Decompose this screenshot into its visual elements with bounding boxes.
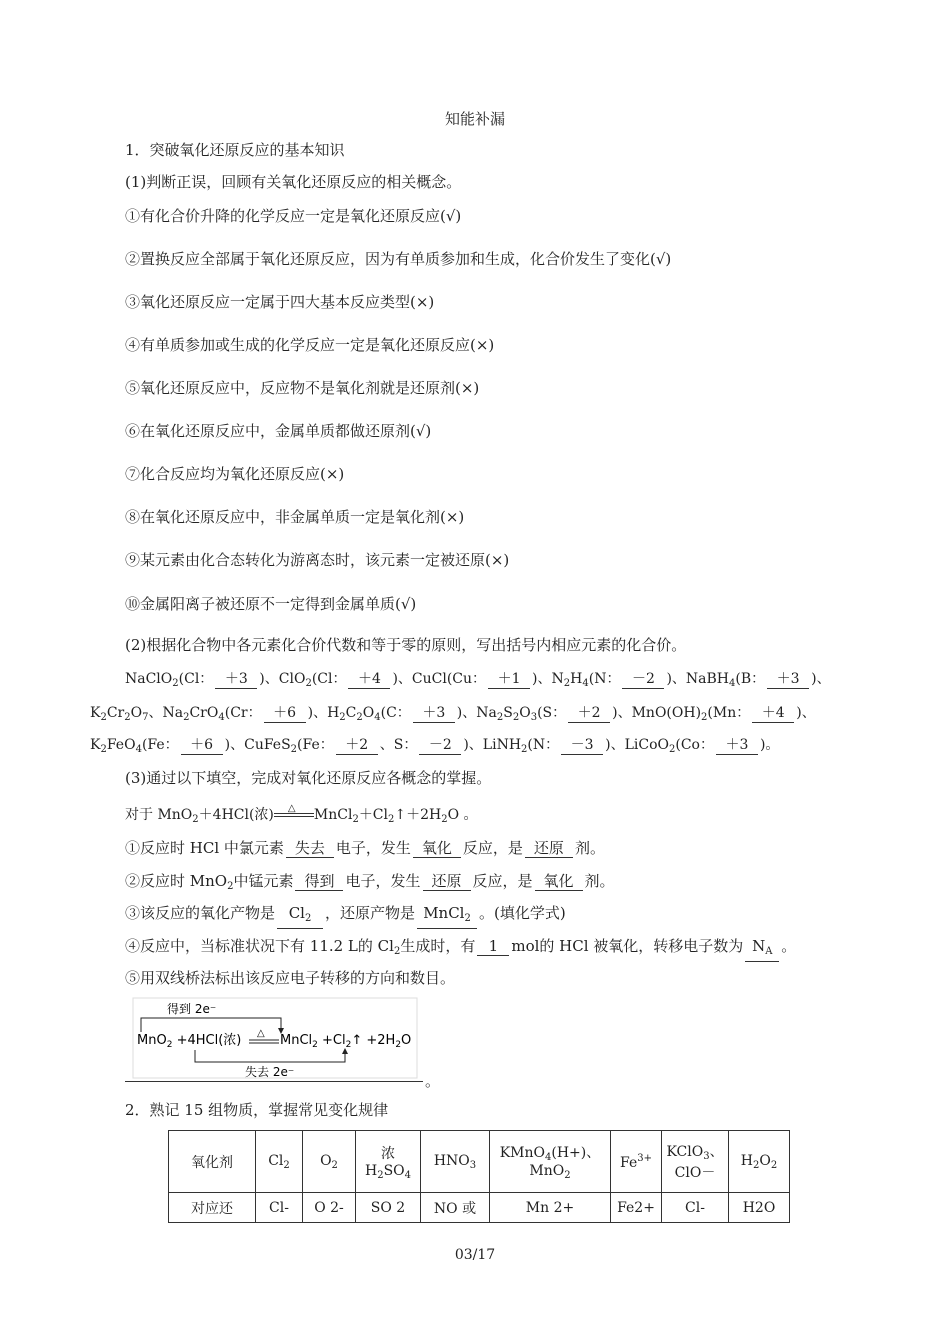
page-number: 03/17 xyxy=(454,1247,496,1263)
valence-line-1: NaClO$_2$(Cl： ＋3 )、ClO$_2$(Cl： ＋4 )、CuCl(Cu： ＋1 )、$N_2H_4(N$： －2 )、NaBH$_4$(B： ＋3 )、 xyxy=(125,671,831,689)
answer-line xyxy=(125,1081,423,1082)
valence-answer: ＋4 xyxy=(348,670,390,689)
valence-line-2: $K_2Cr_2O_7$、$Na_2CrO_4(Cr$： ＋6 )、$H_2C_2O_4(C$： ＋3 )、$Na_2S_2O_3(S$： ＋2 )、$MnO(OH)_2(Mn$： ＋4 )、 xyxy=(90,705,816,723)
judge-item: ①有化合价升降的化学反应一定是氧化还原反应(√) xyxy=(125,207,462,225)
reaction-equation: 对于 MnO$_2$＋4HCl(浓) △ $MnCl_2+Cl_2↑+2H_2O$ 。 xyxy=(125,803,478,825)
table-cell: Fe2+ xyxy=(611,1193,662,1223)
lose-electrons-label: 失去 2e⁻ xyxy=(245,1065,295,1079)
judge-item: ⑧在氧化还原反应中，非金属单质一定是氧化剂(×) xyxy=(125,508,465,526)
valence-answer: ＋1 xyxy=(488,670,530,689)
question-5: ⑤用双线桥法标出该反应电子转移的方向和数目。 xyxy=(125,969,456,987)
sub3-heading: (3)通过以下填空，完成对氧化还原反应各概念的掌握。 xyxy=(125,769,492,787)
judge-item: ②置换反应全部属于氧化还原反应，因为有单质参加和生成，化合价发生了变化(√) xyxy=(125,250,672,268)
valence-answer: ＋3 xyxy=(413,704,455,723)
valence-answer: ＋4 xyxy=(752,704,794,723)
valence-answer: ＋3 xyxy=(716,736,758,755)
row-label: 氧化剂 xyxy=(169,1131,256,1193)
valence-answer: －3 xyxy=(561,736,603,755)
judge-item: ③氧化还原反应一定属于四大基本反应类型(×) xyxy=(125,293,435,311)
judge-item: ④有单质参加或生成的化学反应一定是氧化还原反应(×) xyxy=(125,336,495,354)
oxidant-table: 氧化剂 $Cl_2$ $O_2$ 浓 $H_2SO_4$ $HNO_3$ KMnO$_4$(H+)、 MnO$_2$ $Fe^{3+}$ KClO$_3$、 ClO－ $H_2O_2$ 对应还 Cl- O 2- SO 2 NO 或 Mn 2+ Fe2+ Cl- H2O xyxy=(168,1130,790,1223)
valence-answer: ＋2 xyxy=(568,704,610,723)
valence-answer: －2 xyxy=(419,736,461,755)
section1-heading: 1．突破氧化还原反应的基本知识 xyxy=(125,141,345,159)
table-cell: NO 或 xyxy=(421,1193,490,1223)
valence-answer: ＋6 xyxy=(264,704,306,723)
sub2-heading: (2)根据化合物中各元素化合价代数和等于零的原则，写出括号内相应元素的化合价。 xyxy=(125,636,687,654)
table-cell: Cl- xyxy=(256,1193,303,1223)
judge-item: ⑨某元素由化合态转化为游离态时，该元素一定被还原(×) xyxy=(125,551,510,569)
svg-text:MnCl2 +Cl2↑ +2H2O: MnCl$_2$ $+Cl_2↑ +2H_2O$ xyxy=(280,1033,412,1050)
valence-answer: －2 xyxy=(622,670,664,689)
sub1-heading: (1)判断正误，回顾有关氧化还原反应的相关概念。 xyxy=(125,173,462,191)
valence-answer: ＋2 xyxy=(336,736,378,755)
svg-text:MnO2 +4HCl(浓): MnO$_2$ +4HCl(浓) xyxy=(137,1033,242,1050)
question-3: ③该反应的氧化产物是 $Cl_2$ ，还原产物是 MnCl$_2$ 。(填化学式) xyxy=(125,903,566,929)
section2-heading: 2．熟记 15 组物质，掌握常见变化规律 xyxy=(125,1101,389,1119)
table-cell: SO 2 xyxy=(356,1193,421,1223)
judge-item: ⑩金属阳离子被还原不一定得到金属单质(√) xyxy=(125,595,417,613)
double-bridge-diagram xyxy=(125,996,425,1081)
question-1: ①反应时 HCl 中氯元素 失去 电子，发生 氧化 反应，是 还原 剂。 xyxy=(125,839,605,857)
page-title: 知能补漏 xyxy=(444,110,505,128)
row-label: 对应还 xyxy=(169,1193,256,1223)
question-2: ②反应时 MnO$_2$中锰元素 得到 电子，发生 还原 反应，是 氧化 剂。 xyxy=(125,872,615,892)
valence-line-3: $K_2FeO_4(Fe$： ＋6 )、CuFeS$_2$(Fe： ＋2 、S： －2 )、LiNH$_2$(N： －3 )、LiCoO$_2$(Co： ＋3 )。 xyxy=(90,737,780,755)
judge-item: ⑤氧化还原反应中，反应物不是氧化剂就是还原剂(×) xyxy=(125,379,480,397)
valence-answer: ＋3 xyxy=(767,670,809,689)
table-cell: Mn 2+ xyxy=(490,1193,611,1223)
table-cell: O 2- xyxy=(303,1193,356,1223)
table-cell: Cl- xyxy=(662,1193,729,1223)
question-4: ④反应中，当标准状况下有 11.2 L的 $Cl_2$生成时，有 1 mol的 HCl 被氧化，转移电子数为 $N_A$ 。 xyxy=(125,936,796,962)
table-cell: H2O xyxy=(729,1193,790,1223)
judge-item: ⑦化合反应均为氧化还原反应(×) xyxy=(125,465,345,483)
svg-text:△: △ xyxy=(257,1028,265,1039)
gain-electrons-label: 得到 2e⁻ xyxy=(167,1002,217,1016)
valence-answer: ＋3 xyxy=(215,670,257,689)
valence-answer: ＋6 xyxy=(181,736,223,755)
judge-item: ⑥在氧化还原反应中，金属单质都做还原剂(√) xyxy=(125,422,432,440)
